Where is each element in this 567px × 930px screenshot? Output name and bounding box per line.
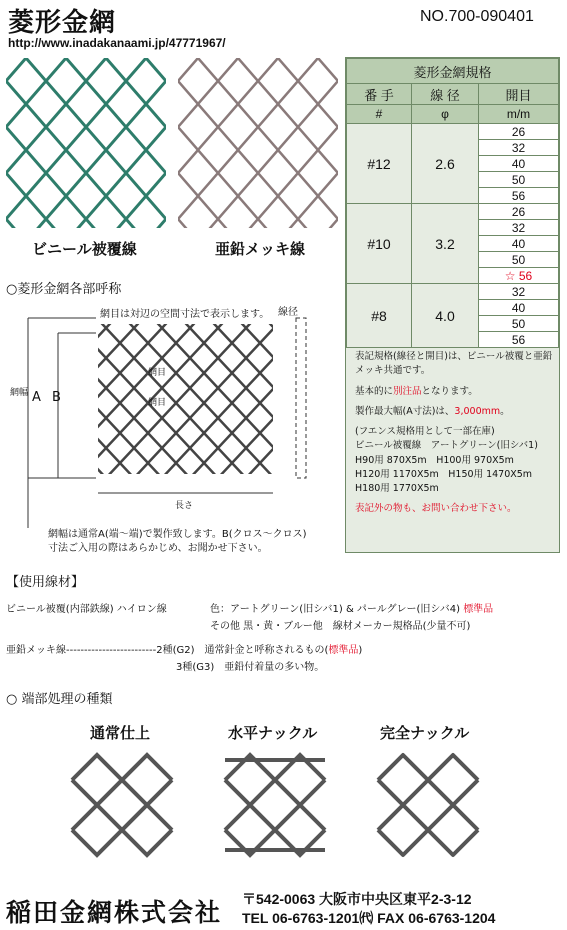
spec-title: 菱形金網規格 [347, 59, 559, 84]
company-address: 〒542-0063 大阪市中央区東平2-3-12 [242, 891, 472, 907]
company-phone: TEL 06-6763-1201㈹ FAX 06-6763-1204 [242, 910, 496, 926]
zinc-type3: 3種(G3) 亜鉛付着量の多い物。 [176, 662, 325, 673]
gauge-8: #8 [347, 284, 412, 348]
opening: 26 [479, 124, 559, 140]
opening: 50 [479, 172, 559, 188]
opening: 40 [479, 236, 559, 252]
end-type-label: 完全ナックル [380, 724, 470, 742]
col-opening-sub: m/m [479, 105, 559, 124]
col-gauge-sub: # [347, 105, 412, 124]
gauge-12: #12 [347, 124, 412, 204]
opening: 56 [479, 332, 559, 348]
horizontal-knuckle-illustration [215, 750, 335, 865]
note-size: H180用 1770X5m [355, 483, 439, 494]
note-size: H90用 870X5m H100用 970X5m [355, 454, 514, 466]
end-type-label: 水平ナックル [228, 724, 318, 742]
opening: 32 [479, 140, 559, 156]
other-colors: その他 黒・黄・ブルー他 線材メーカー規格品(少量不可) [210, 621, 471, 632]
company-name: 稲田金網株式会社 [6, 898, 223, 927]
diagram-title: ○菱形金網各部呼称 [6, 282, 122, 297]
diagram-note: 寸法ご入用の際はあらかじめ、お聞かせ下さい。 [48, 543, 268, 554]
note-stock: (フエンス規格用として一部在庫) [355, 426, 495, 437]
full-knuckle-illustration [368, 750, 488, 865]
gauge-10: #10 [347, 204, 412, 284]
mesh-diagram [8, 298, 338, 550]
vinyl-mesh-photo [6, 58, 166, 228]
wire-label: 線径 [278, 307, 298, 318]
materials-title: 【使用線材】 [6, 575, 85, 590]
dia-10: 3.2 [412, 204, 479, 284]
mesh-label: 網目 [148, 368, 167, 378]
opening: 40 [479, 156, 559, 172]
opening: 50 [479, 252, 559, 268]
diagram-note-top: 網目は対辺の空間寸法で表示します。 [100, 309, 270, 320]
dia-8: 4.0 [412, 284, 479, 348]
dim-a: A [32, 390, 41, 405]
note-max-width: 製作最大幅(A寸法)は、3,000mm。 [355, 405, 510, 417]
zinc-material: 亜鉛メッキ線-------------------------2種(G2) 通常針金と呼称されるもの(標準品) [6, 645, 363, 656]
opening: 32 [479, 220, 559, 236]
galvanized-mesh-photo [178, 58, 338, 228]
note-stock-color: ビニール被覆線 アートグリーン(旧シバ1) [355, 440, 538, 452]
col-diameter: 線 径 [412, 84, 479, 105]
note-contact: 表記外の物も、お問い合わせ下さい。 [355, 503, 517, 515]
opening-star: ☆ 56 [479, 268, 559, 284]
opening: 40 [479, 300, 559, 316]
color-spec: 色：アートグリーン(旧シバ1) & パールグレー(旧シバ4) 標準品 [210, 604, 494, 615]
vinyl-material: ビニール被覆(内部鉄線) ハイロン線 [6, 604, 167, 615]
opening: 32 [479, 284, 559, 300]
opening: 56 [479, 188, 559, 204]
diagram-note: 網幅は通常A(端～端)で製作致します。B(クロス～クロス) [48, 529, 307, 540]
col-diameter-sub: φ [412, 105, 479, 124]
document-number: NO.700-090401 [420, 8, 534, 25]
page-title: 菱形金網 [8, 8, 117, 38]
note-common: 表記規格(線径と開目)は、ビニール被覆と亜鉛メッキ共通です。 [355, 351, 553, 377]
dim-b: B [52, 390, 61, 405]
opening: 50 [479, 316, 559, 332]
note-custom: 基本的に別注品となります。 [355, 385, 478, 397]
dia-12: 2.6 [412, 124, 479, 204]
opening: 26 [479, 204, 559, 220]
standard-finish-illustration [62, 750, 182, 865]
galvanized-label: 亜鉛メッキ線 [215, 240, 306, 258]
width-label: 網幅 [10, 388, 29, 398]
mesh-label: 網目 [148, 398, 167, 408]
length-label: 長さ [175, 501, 194, 511]
website-url[interactable]: http://www.inadakanaami.jp/47771967/ [8, 36, 226, 50]
col-gauge: 番 手 [347, 84, 412, 105]
vinyl-label: ビニール被覆線 [32, 240, 137, 258]
end-type-label: 通常仕上 [90, 724, 151, 742]
spec-notes [355, 350, 555, 523]
col-opening: 開目 [479, 84, 559, 105]
note-size: H120用 1170X5m H150用 1470X5m [355, 468, 533, 480]
ends-title: ○ 端部処理の種類 [6, 692, 113, 707]
